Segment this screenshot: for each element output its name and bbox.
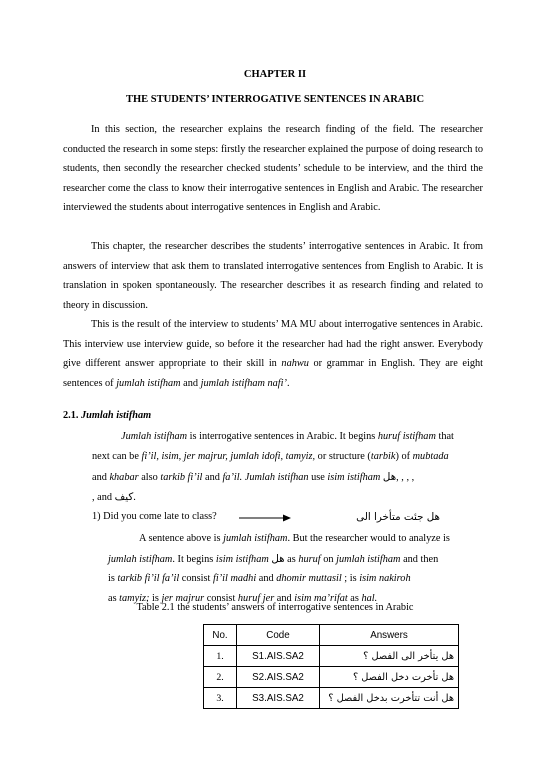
chapter-title: THE STUDENTS’ INTERROGATIVE SENTENCES IN ARABIC [125,94,425,105]
header-no: No. [204,625,237,646]
table-row [204,667,459,688]
table-row [204,646,459,667]
para3-text-g: . [286,377,290,389]
table-caption: Table 2.1 the students’ answers of interrogative sentences in Arabic [136,602,414,613]
term-jumlah-istifham: jumlah istifham [116,377,181,389]
arabic-kaifa: كيف [114,491,134,503]
term-jumlah-istifham-nafi: jumlah istifham nafi’ [200,377,287,389]
para3-text-a: This is the result of the interview to students’ MA MU about interrogative sentences in Arabic. This interview use interview guide, so before it the researcher had had the right answer. Everybody give different answer appropriate to their skill in [63,319,483,370]
answers-table [203,624,459,709]
analysis-line-1: A sentence above is jumlah istifham. But the researcher would to analyze is [139,533,450,544]
para3-text-e: and [180,377,201,389]
paragraph-result [63,315,483,393]
arrow-right-icon [239,514,291,522]
row-number: 3. [204,688,237,709]
arabic-hal-1: هل [382,471,397,483]
row-code: S1.AIS.SA2 [237,646,320,667]
analysis-line-4: as tamyiz; is jer majrur consist huruf jer and isim ma’rifat as hal. [108,593,378,604]
row-answer: هل يتأخر الى الفصل ؟ [320,646,459,667]
analysis-line-2: jumlah istifham. It begins isim istifham هل as huruf on jumlah istifham and then [108,553,439,565]
paragraph-chapter-text: This chapter, the researcher describes the students’ interrogative sentences in Arabic. It from answers of interview that ask them to translated interrogative sentences from English to Arabic. It is translation in spoken spontaneously. The researcher describes it as research finding and related to theory in discussion. [63,241,483,311]
header-answers: Answers [320,625,459,646]
row-answer: هل تأخرت دخل الفصل ؟ [320,667,459,688]
definition-line-3: and khabar also tarkib fi’il and fa’il. Jumlah istifhan use isim istifham هل, , , , [92,471,415,483]
section-number: 2.1. [63,410,79,421]
example-arabic: هل جئت متأخرا الى [356,511,440,523]
row-code: S3.AIS.SA2 [237,688,320,709]
row-number: 1. [204,646,237,667]
table-header-row [204,625,459,646]
section-name: Jumlah istifham [81,410,152,421]
definition-line-1: Jumlah istifham is interrogative sentences in Arabic. It begins huruf istifham that [121,431,454,442]
chapter-label: CHAPTER II [243,69,307,80]
row-number: 2. [204,667,237,688]
term-nahwu: nahwu [281,358,309,370]
section-heading [63,410,151,421]
row-answer: هل أنت تتأخرت بدخل الفصل ؟ [320,688,459,709]
paragraph-chapter-description [63,237,483,315]
definition-line-4: , and كيف. [92,491,136,503]
definition-line-2: next can be fi’il, isim, jer majrur, jumlah idofi, tamyiz, or structure (tarbik) of mubtada [92,451,449,462]
paragraph-intro-text: In this section, the researcher explains the research finding of the field. The researcher conducted the research in some steps: firstly the researcher explained the purpose of doing research to students, then secondly the researcher checked students’ schedule to be interview, and the third the researcher come the class to know their interrogative sentences in English and Arabic. The researcher interviewed the students about interrogative sentences in English and Arabic. [63,124,484,214]
example-question: 1) Did you come late to class? [92,511,217,522]
para3-text-c: or grammar in English. They are eight sentences of [63,358,483,389]
table-row [204,688,459,709]
header-code: Code [237,625,320,646]
arabic-hal-2: هل [271,553,285,565]
row-code: S2.AIS.SA2 [237,667,320,688]
paragraph-intro [63,120,483,218]
analysis-line-3: is tarkib fi’il fa’il consist fi’il madhi and dhomir muttasil ; is isim nakiroh [108,573,411,584]
